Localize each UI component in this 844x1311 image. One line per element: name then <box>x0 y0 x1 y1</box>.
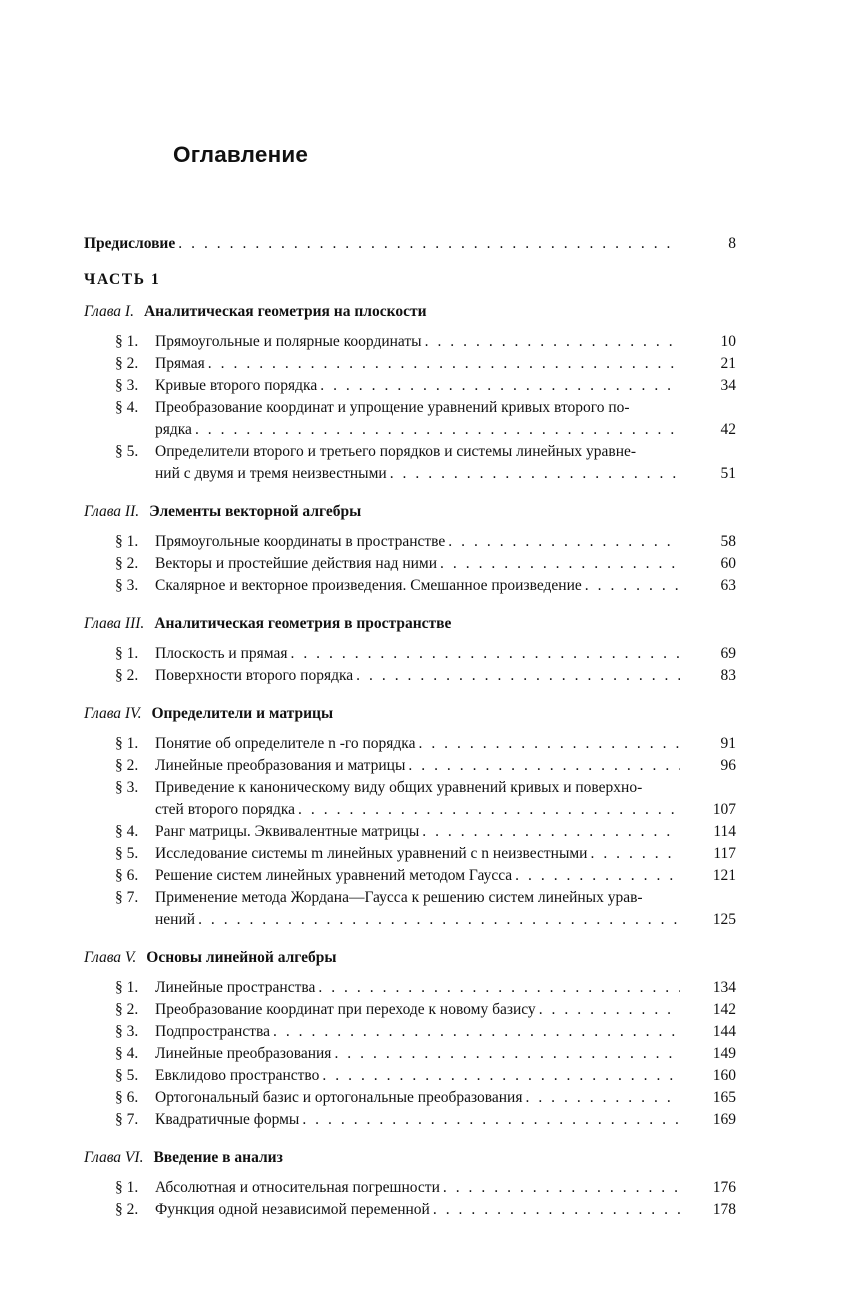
section-entry[interactable] <box>84 733 736 755</box>
dot-leader <box>539 999 680 1021</box>
dot-leader <box>198 909 680 931</box>
section-number: § 2. <box>115 1201 139 1218</box>
section-title: Скалярное и векторное произведения. Смешанное произведение <box>155 577 582 594</box>
section-number: § 4. <box>115 1045 139 1062</box>
section-title: Прямая <box>155 355 205 372</box>
page-number: 83 <box>720 667 736 684</box>
chapter-heading[interactable] <box>84 1147 736 1169</box>
section-entry[interactable] <box>84 553 736 575</box>
dot-leader <box>433 1199 680 1221</box>
section-entry[interactable] <box>84 353 736 375</box>
page-number: 69 <box>720 645 736 662</box>
chapter-title: Аналитическая геометрия в пространстве <box>154 615 452 632</box>
section-entry[interactable] <box>84 865 736 887</box>
section-title: Исследование системы m линейных уравнений с n неизвестными <box>155 845 588 862</box>
section-title: стей второго порядка <box>155 801 296 818</box>
section-entry[interactable] <box>84 665 736 687</box>
page-number: 107 <box>712 801 736 818</box>
chapter-title: Основы линейной алгебры <box>146 949 337 966</box>
section-number: § 1. <box>115 533 139 550</box>
section-entry[interactable] <box>84 843 736 865</box>
page-number: 60 <box>720 555 736 572</box>
section-number: § 4. <box>115 823 139 840</box>
section-title: Евклидово пространство <box>155 1067 320 1084</box>
section-entry[interactable] <box>84 755 736 777</box>
dot-leader <box>425 331 680 353</box>
dot-leader <box>320 375 680 397</box>
dot-leader <box>418 733 680 755</box>
chapter-title: Аналитическая геометрия на плоскости <box>143 303 427 320</box>
section-entry[interactable] <box>84 999 736 1021</box>
page-title: Оглавление <box>173 142 309 167</box>
dot-leader <box>390 463 680 485</box>
section-entry[interactable] <box>84 1021 736 1043</box>
section-title: Прямоугольные и полярные координаты <box>155 333 422 350</box>
chapters-list <box>84 301 736 1229</box>
section-number: § 3. <box>115 779 139 796</box>
section-number: § 3. <box>115 1023 139 1040</box>
chapter-heading[interactable] <box>84 947 736 969</box>
section-number: § 2. <box>115 1001 139 1018</box>
part-heading: ЧАСТЬ 1 <box>84 271 161 288</box>
section-title: Поверхности второго порядка <box>155 667 354 684</box>
dot-leader <box>585 575 680 597</box>
dot-leader <box>422 821 680 843</box>
dot-leader <box>525 1087 680 1109</box>
section-title: Применение метода Жордана—Гаусса к решению систем линейных урав- <box>155 889 643 906</box>
page-number: 160 <box>712 1067 736 1084</box>
section-title: Понятие об определителе n -го порядка <box>155 735 416 752</box>
page-number: 117 <box>713 845 736 862</box>
section-number: § 1. <box>115 1179 139 1196</box>
dot-leader <box>178 233 680 255</box>
page-number: 144 <box>712 1023 736 1040</box>
page-number: 134 <box>712 979 736 996</box>
section-entry[interactable] <box>84 643 736 665</box>
section-entry[interactable] <box>84 1199 736 1221</box>
page-number: 34 <box>720 377 736 394</box>
page-number: 165 <box>712 1089 736 1106</box>
page-number: 178 <box>712 1201 736 1218</box>
section-entry[interactable] <box>84 1087 736 1109</box>
section-number: § 1. <box>115 645 139 662</box>
chapter-label: Глава III. <box>84 615 145 632</box>
section-entry[interactable] <box>84 1177 736 1199</box>
page-number: 42 <box>720 421 736 438</box>
chapter-title: Определители и матрицы <box>151 705 334 722</box>
dot-leader <box>195 419 680 441</box>
page-number: 58 <box>720 533 736 550</box>
section-title: рядка <box>155 421 192 438</box>
chapter-label: Глава V. <box>84 949 137 966</box>
dot-leader <box>208 353 680 375</box>
section-title: Кривые второго порядка <box>155 377 318 394</box>
section-entry[interactable] <box>84 375 736 397</box>
section-number: § 1. <box>115 735 139 752</box>
section-title: Линейные преобразования и матрицы <box>155 757 406 774</box>
section-entry-continuation[interactable] <box>84 463 736 485</box>
page-number: 21 <box>720 355 736 372</box>
page-number: 142 <box>712 1001 736 1018</box>
dot-leader <box>440 553 680 575</box>
section-number: § 4. <box>115 399 139 416</box>
chapter-heading[interactable] <box>84 613 736 635</box>
section-number: § 1. <box>115 979 139 996</box>
section-title: Подпространства <box>155 1023 270 1040</box>
chapter-title: Введение в анализ <box>153 1149 283 1166</box>
page-number: 169 <box>712 1111 736 1128</box>
dot-leader <box>290 643 680 665</box>
section-number: § 1. <box>115 333 139 350</box>
section-entry[interactable] <box>84 977 736 999</box>
page-number: 96 <box>720 757 736 774</box>
page-number: 149 <box>712 1045 736 1062</box>
page-number: 91 <box>720 735 736 752</box>
section-entry-continuation[interactable] <box>84 799 736 821</box>
section-number: § 5. <box>115 443 139 460</box>
dot-leader <box>448 531 680 553</box>
page-number: 8 <box>728 235 736 252</box>
chapter-heading[interactable] <box>84 301 736 323</box>
chapter-heading[interactable] <box>84 501 736 523</box>
page-number: 63 <box>720 577 736 594</box>
section-title: нений <box>155 911 196 928</box>
section-entry[interactable] <box>84 331 736 353</box>
section-entry[interactable] <box>84 821 736 843</box>
table-of-contents <box>84 233 736 1229</box>
section-entry[interactable] <box>84 531 736 553</box>
dot-leader <box>590 843 680 865</box>
section-number: § 5. <box>115 845 139 862</box>
dot-leader <box>356 665 680 687</box>
section-entry[interactable] <box>84 1065 736 1087</box>
chapter-label: Глава I. <box>84 303 134 320</box>
section-title: Приведение к каноническому виду общих уравнений кривых и поверхно- <box>155 779 643 796</box>
section-entry[interactable] <box>84 1109 736 1131</box>
section-number: § 2. <box>115 757 139 774</box>
section-title: Определители второго и третьего порядков и системы линейных уравне- <box>155 443 637 460</box>
section-number: § 5. <box>115 1067 139 1084</box>
chapter-label: Глава IV. <box>84 705 142 722</box>
section-title: Линейные преобразования <box>155 1045 332 1062</box>
section-title: Функция одной независимой переменной <box>155 1201 430 1218</box>
section-title: Векторы и простейшие действия над ними <box>155 555 438 572</box>
page-number: 114 <box>713 823 736 840</box>
chapter-label: Глава II. <box>84 503 140 520</box>
chapter-heading[interactable] <box>84 703 736 725</box>
dot-leader <box>443 1177 680 1199</box>
page-number: 10 <box>720 333 736 350</box>
dot-leader <box>302 1109 680 1131</box>
preface-entry[interactable] <box>84 233 736 255</box>
section-number: § 6. <box>115 867 139 884</box>
dot-leader <box>334 1043 680 1065</box>
section-title: Квадратичные формы <box>155 1111 300 1128</box>
section-number: § 7. <box>115 889 139 906</box>
section-number: § 2. <box>115 667 139 684</box>
section-number: § 3. <box>115 377 139 394</box>
page-number: 121 <box>712 867 736 884</box>
chapter-title: Элементы векторной алгебры <box>149 503 362 520</box>
preface-label: Предисловие <box>84 235 176 252</box>
section-entry[interactable] <box>84 887 736 909</box>
section-title: Ранг матрицы. Эквивалентные матрицы <box>155 823 420 840</box>
section-title: Плоскость и прямая <box>155 645 288 662</box>
section-title: Прямоугольные координаты в пространстве <box>155 533 446 550</box>
section-title: Преобразование координат при переходе к новому базису <box>155 1001 536 1018</box>
page-number: 176 <box>712 1179 736 1196</box>
dot-leader <box>515 865 680 887</box>
page-number: 51 <box>720 465 736 482</box>
section-title: Линейные пространства <box>155 979 316 996</box>
section-entry[interactable] <box>84 441 736 463</box>
section-number: § 7. <box>115 1111 139 1128</box>
dot-leader <box>318 977 680 999</box>
dot-leader <box>322 1065 680 1087</box>
dot-leader <box>298 799 680 821</box>
section-title: Решение систем линейных уравнений методом Гаусса <box>155 867 513 884</box>
section-entry[interactable] <box>84 397 736 419</box>
section-entry-continuation[interactable] <box>84 419 736 441</box>
section-number: § 2. <box>115 355 139 372</box>
section-title: Преобразование координат и упрощение уравнений кривых второго по- <box>155 399 630 416</box>
section-number: § 6. <box>115 1089 139 1106</box>
chapter-label: Глава VI. <box>84 1149 144 1166</box>
section-entry-continuation[interactable] <box>84 909 736 931</box>
dot-leader <box>273 1021 680 1043</box>
section-entry[interactable] <box>84 1043 736 1065</box>
section-entry[interactable] <box>84 777 736 799</box>
dot-leader <box>408 755 680 777</box>
section-title: Ортогональный базис и ортогональные преобразования <box>155 1089 523 1106</box>
page-number: 125 <box>712 911 736 928</box>
section-entry[interactable] <box>84 575 736 597</box>
section-number: § 3. <box>115 577 139 594</box>
section-number: § 2. <box>115 555 139 572</box>
section-title: ний с двумя и тремя неизвестными <box>155 465 387 482</box>
section-title: Абсолютная и относительная погрешности <box>155 1179 440 1196</box>
